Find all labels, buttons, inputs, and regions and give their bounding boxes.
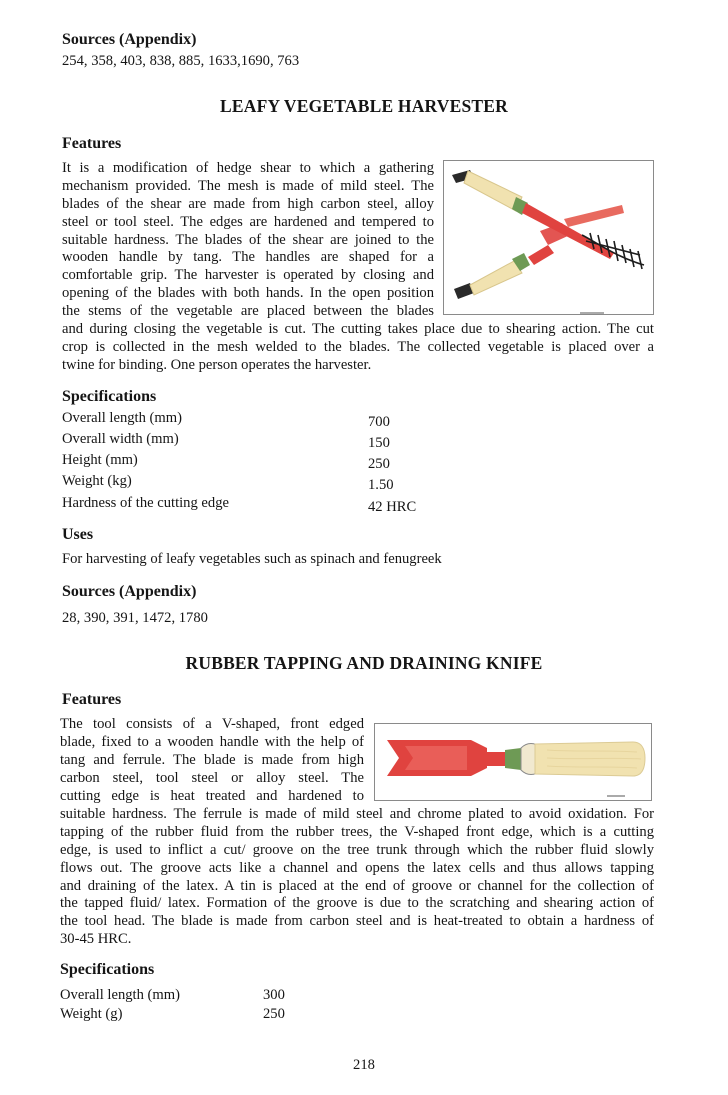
spec-label: Hardness of the cutting edge [62, 495, 229, 511]
text-line: suitable hardness. The blades of the shear are joined to the [62, 231, 434, 248]
text-line: wooden handle by tang. The handles are shaped for a [62, 249, 434, 266]
harvester-figure [443, 160, 654, 315]
spec-value: 700 [368, 414, 390, 430]
text-line: flows out. The groove acts like a channel and opens the latex cells and thus allows tapping [60, 859, 654, 876]
spec-label: Overall length (mm) [60, 987, 180, 1003]
text-line: the stems of the vegetable are placed between the blades [62, 303, 434, 320]
text-line: the tool head. The blade is made from carbon steel and is heat-treated to obtain a hardness of [60, 913, 654, 930]
rubber-knife-title: RUBBER TAPPING AND DRAINING KNIFE [185, 653, 543, 673]
text-line: suitable hardness. The ferrule is made of mild steel and chrome plated to avoid oxidation. For [60, 806, 654, 822]
spec-value: 150 [368, 435, 390, 451]
text-line: mechanism provided. The mesh is made of mild steel. The [62, 177, 434, 194]
tang [485, 752, 507, 766]
leafy-sources-list: 28, 390, 391, 1472, 1780 [62, 610, 208, 626]
text-line: and draining of the latex. A tin is placed at the end of groove or channel for the collection of [60, 877, 654, 894]
spec-label: Overall length (mm) [62, 410, 182, 426]
lower-blade [528, 245, 554, 265]
knife-figure [374, 723, 652, 801]
spec-value: 250 [263, 1006, 285, 1022]
knife-illustration [375, 724, 651, 800]
gathering-mesh [582, 233, 644, 269]
spec-label: Overall width (mm) [62, 431, 179, 447]
text-line: blade, fixed to a wooden handle with the help of [60, 733, 364, 750]
rubber-features-heading: Features [62, 691, 122, 708]
rubber-features-text-wrapped [60, 716, 364, 805]
text-line: crop is collected in the mesh welded to the blades. The collected vegetable is placed over a [62, 338, 654, 355]
lower-handle [470, 261, 522, 295]
ferrule [505, 748, 521, 770]
text-line: comfortable grip. The harvester is operated by closing and [62, 267, 434, 284]
top-sources-heading: Sources (Appendix) [62, 31, 197, 48]
text-line: the tapped fluid/ latex. Formation of the groove is due to the scratching and shearing action of [60, 895, 654, 912]
text-line: It is a modification of hedge shear to which a gathering [62, 160, 434, 176]
text-line: tang and ferrule. The blade is made from high [60, 751, 364, 768]
text-line: opening of the blades with both hands. In the open position [62, 285, 434, 302]
text-line: edge, is used to inflict a cut/ groove on the tree trunk through which the rubber fluid slowly [60, 841, 654, 858]
leafy-features-heading: Features [62, 135, 122, 152]
spec-value: 42 HRC [368, 499, 417, 515]
leafy-features-text-full [62, 321, 654, 375]
text-line: tapping of the rubber fluid from the rubber trees, the V-shaped front edge, which is a cutting [60, 823, 654, 840]
text-line: cutting edge is heat treated and hardened to [60, 787, 364, 804]
rubber-features-text-full [60, 806, 654, 949]
leafy-uses-heading: Uses [62, 526, 94, 543]
leafy-harvester-title: LEAFY VEGETABLE HARVESTER [219, 96, 509, 116]
leafy-features-text-wrapped [62, 160, 434, 321]
upper-handle [464, 171, 522, 211]
text-line: blades of the shear are made from high carbon steel, alloy [62, 195, 434, 212]
rubber-specs-heading: Specifications [60, 961, 155, 978]
spec-label: Weight (kg) [62, 473, 132, 489]
text-line: steel or tool steel. The edges are hardened and tempered to [62, 213, 434, 230]
upper-blade-tip [564, 205, 624, 227]
spec-label: Height (mm) [62, 452, 138, 468]
leafy-specs-heading: Specifications [62, 388, 157, 405]
leafy-uses-text: For harvesting of leafy vegetables such as spinach and fenugreek [62, 551, 442, 567]
text-line: 30-45 HRC. [60, 931, 132, 948]
spec-label: Weight (g) [60, 1006, 123, 1022]
text-line: and during closing the vegetable is cut. The cutting takes place due to shearing action. The cut [62, 321, 654, 337]
leafy-sources-heading: Sources (Appendix) [62, 583, 197, 600]
spec-value: 250 [368, 456, 390, 472]
spec-value: 1.50 [368, 477, 394, 493]
top-sources-list: 254, 358, 403, 838, 885, 1633,1690, 763 [62, 53, 300, 69]
spec-value: 300 [263, 987, 285, 1003]
text-line: The tool consists of a V-shaped, front edged [60, 716, 364, 732]
harvester-illustration [444, 161, 653, 314]
text-line: carbon steel, tool steel or alloy steel. The [60, 769, 364, 786]
text-line: twine for binding. One person operates the harvester. [62, 356, 372, 373]
page-number: 218 [353, 1057, 375, 1073]
